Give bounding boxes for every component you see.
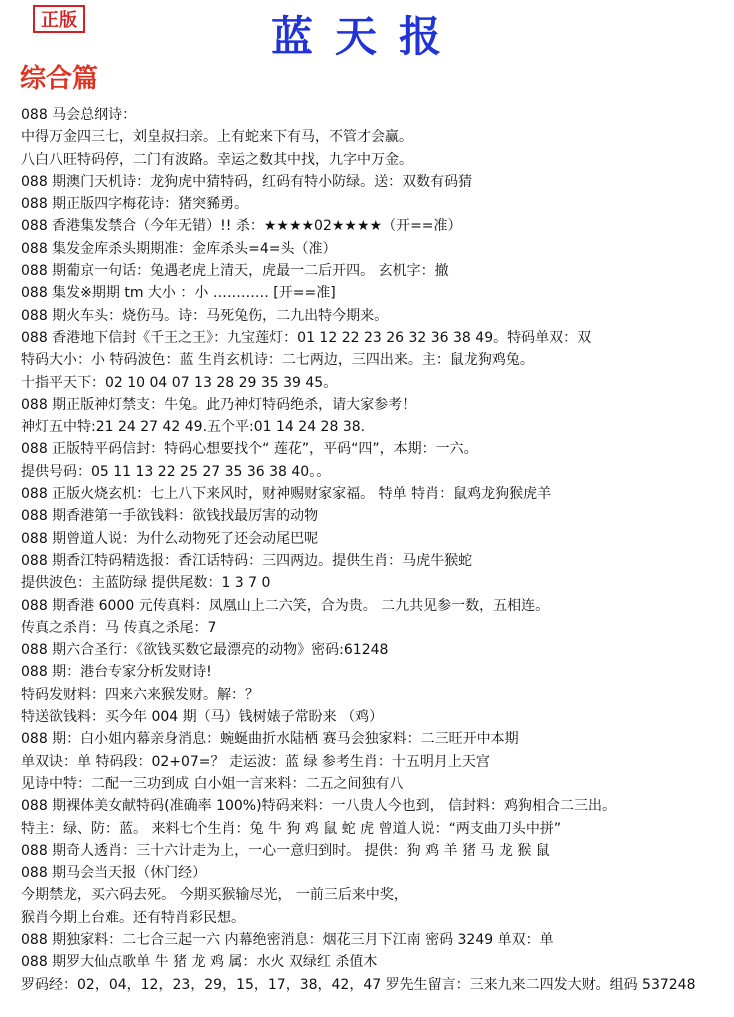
text-line: 八白八旺特码停，二门有波路。幸运之数其中找，九字中万金。 <box>21 151 413 168</box>
text-line: 088 正版特平码信封：特码心想要找个“ 莲花”，平码“四”，本期：一六。 <box>21 441 478 458</box>
text-line: 088 期六合圣行：《欲钱买数它最漂亮的动物》密码:61248 <box>21 642 389 659</box>
text-line: 088 期罗大仙点歌单 牛 猪 龙 鸡 属：水火 双绿红 杀值木 <box>21 954 378 971</box>
text-line: 传真之杀肖：马 传真之杀尾：7 <box>21 619 217 636</box>
text-line: 088 期马会当天报（休门经） <box>21 865 207 882</box>
text-line: 088 期火车头：烧伤马。诗：马死兔伤，二九出特今期来。 <box>21 307 389 324</box>
text-line: 088 期：港台专家分析发财诗! <box>21 664 212 681</box>
text-line: 088 期澳门天机诗：龙狗虎中猜特码，红码有特小防绿。送：双数有码猜 <box>21 173 473 190</box>
text-line: 088 期正版神灯禁支：牛兔。此乃神灯特码绝杀，请大家参考！ <box>21 396 417 413</box>
text-line: 088 期曾道人说：为什么动物死了还会动尾巴呢 <box>21 530 319 547</box>
text-line: 特主：绿、防：蓝。 来料七个生肖：兔 牛 狗 鸡 鼠 蛇 虎 曾道人说：“两支曲刀头中拼” <box>21 820 562 837</box>
text-line: 088 期正版四字梅花诗：猪突豨勇。 <box>21 196 249 213</box>
text-line: 特码发财料：四来六来猴发财。解：？ <box>21 686 259 703</box>
text-line: 088 正版火烧玄机：七上八下来风时，财神赐财家家福。 特单 特肖：鼠鸡龙狗猴虎羊 <box>21 486 552 503</box>
text-line: 提供号码：05 11 13 22 25 27 35 36 38 40。。 <box>21 463 331 480</box>
text-line: 088 期葡京一句话：兔遇老虎上清天，虎最一二后开四。 玄机字：撤 <box>21 263 449 280</box>
text-line: 特送欲钱料：买今年 004 期（马）钱树婊子常盼来 （鸡） <box>21 709 384 726</box>
genuine-edition-badge: 正版 <box>33 5 85 33</box>
text-line: 088 期独家料：二七合三起一六 内幕绝密消息：烟花三月下江南 密码 3249 单双：单 <box>21 931 554 948</box>
text-line: 单双诀：单 特码段：02+07=？ 走运波：蓝 绿 参考生肖：十五明月上天宫 <box>21 753 490 770</box>
text-line: 088 期：白小姐内幕亲身消息：蜿蜒曲折水陆栖 赛马会独家料：二三旺开中本期 <box>21 731 519 748</box>
section-heading: 综合篇 <box>20 64 99 94</box>
text-line: 罗码经：02，04，12，23，29，15，17，38，42，47 罗先生留言：三来九来二四发大财。组码 537248 <box>21 976 696 993</box>
text-line: 088 期香港 6000 元传真料：凤凰山上二六笑，合为贵。 二九共见参一数，五相连。 <box>21 597 550 614</box>
text-line: 088 集发※期期 tm 大小 ：小 ………… [开==准] <box>21 285 336 302</box>
text-line: 特码大小：小 特码波色：蓝 生肖玄机诗：二七两边，三四出来。主：鼠龙狗鸡兔。 <box>21 352 534 369</box>
text-line: 提供波色：主蓝防绿 提供尾数：1 3 7 0 <box>21 575 271 592</box>
text-line: 088 期奇人透肖：三十六计走为上，一心一意归到时。 提供：狗 鸡 羊 猪 马 龙 猴 鼠 <box>21 842 550 859</box>
text-line: 088 马会总纲诗： <box>21 107 137 123</box>
text-line: 088 期香江特码精选报：香江话特码：三四两边。提供生肖：马虎牛猴蛇 <box>21 552 473 569</box>
text-line: 088 香港集发禁合（今年无错）!! 杀：★★★★02★★★★（开==准） <box>21 218 462 235</box>
text-line: 猴肖今期上台难。还有特肖彩民想。 <box>21 909 245 926</box>
text-line: 中得万金四三七，刘皇叔扫亲。上有蛇来下有马，不管才会赢。 <box>21 129 413 146</box>
text-line: 今期禁龙，买六码去死。 今期买猴输尽光， 一前三后来中奖， <box>21 887 408 904</box>
text-line: 088 期裸体美女献特码(准确率 100%)特码来料：一八贵人今也到， 信封料：鸡狗相合二三出。 <box>21 798 617 815</box>
text-line: 088 集发金库杀头期期准：金库杀头=4=头（准） <box>21 240 337 257</box>
page-title: 蓝天报 <box>270 12 463 61</box>
text-line: 见诗中特：二配一三功到成 白小姐一言来料：二五之间独有八 <box>21 775 404 792</box>
text-line: 088 香港地下信封《千王之王》：九宝莲灯：01 12 22 23 26 32 36 38 49。特码单双：双 <box>21 329 592 346</box>
text-line: 十指平天下：02 10 04 07 13 28 29 35 39 45。 <box>21 374 338 391</box>
text-line: 神灯五中特:21 24 27 42 49.五个平:01 14 24 28 38. <box>21 419 366 436</box>
text-line: 088 期香港第一手欲钱料：欲钱找最厉害的动物 <box>21 508 319 525</box>
content-lines <box>21 104 726 996</box>
